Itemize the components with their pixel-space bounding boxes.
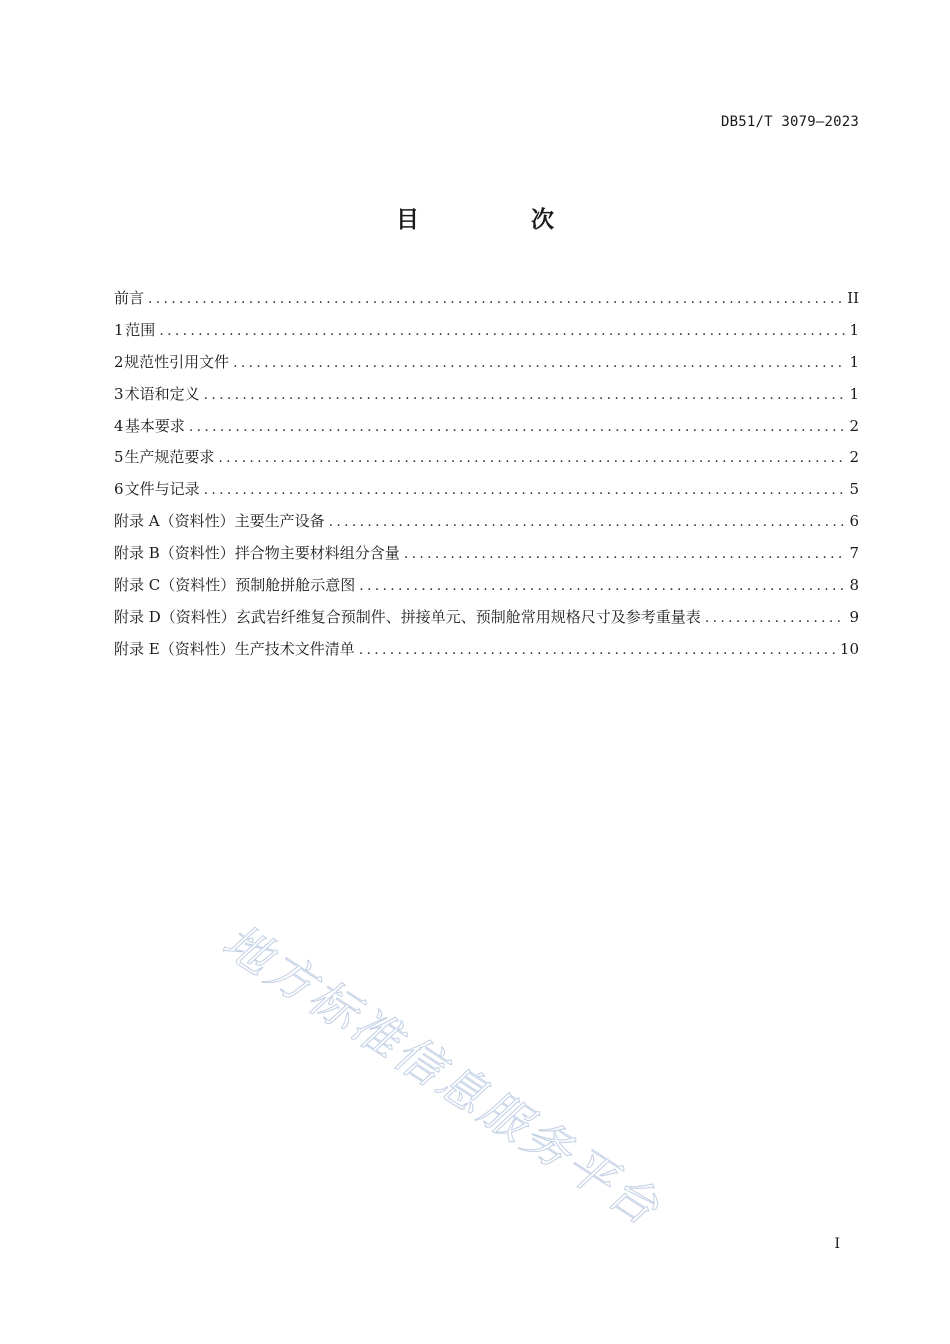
toc-entry-scope[interactable] xyxy=(114,319,859,351)
toc-entry-page: 8 xyxy=(849,576,859,595)
toc-entry-number: 2 xyxy=(114,352,124,371)
toc-entry-number: 1 xyxy=(114,320,124,339)
toc-entry-page: 10 xyxy=(839,639,859,658)
toc-entry-label: 范围 xyxy=(125,320,156,339)
toc-entry-appendix-c[interactable] xyxy=(114,574,859,606)
toc-entry-page: 1 xyxy=(849,384,859,403)
toc-entry-production-requirements[interactable] xyxy=(114,446,859,478)
document-code: DB51/T 3079—2023 xyxy=(720,114,859,130)
toc-entry-label: 文件与记录 xyxy=(124,480,200,499)
toc-leader-dots xyxy=(404,546,846,562)
toc-leader-dots xyxy=(233,355,845,371)
toc-appendix-prefix: 附录 D（资料性） xyxy=(114,607,236,626)
toc-entry-label: 玄武岩纤维复合预制件、拼接单元、预制舱常用规格尺寸及参考重量表 xyxy=(235,607,701,626)
toc-entry-page: 1 xyxy=(849,320,859,339)
toc-entry-label: 基本要求 xyxy=(124,416,185,435)
toc-entry-page: 2 xyxy=(849,416,859,435)
toc-entry-terms-definitions[interactable] xyxy=(114,383,859,415)
toc-leader-dots xyxy=(329,514,846,530)
page-number: I xyxy=(834,1236,840,1252)
toc-entry-page: II xyxy=(847,289,859,307)
toc-leader-dots xyxy=(204,482,846,498)
toc-entry-page: 6 xyxy=(849,512,859,531)
toc-entry-label: 术语和定义 xyxy=(124,384,200,403)
toc-appendix-prefix: 附录 A（资料性） xyxy=(114,512,235,531)
toc-leader-dots xyxy=(159,323,845,339)
toc-entry-number: 5 xyxy=(114,448,124,467)
toc-entry-page: 7 xyxy=(849,544,859,563)
toc-entry-number: 4 xyxy=(114,416,124,435)
toc-entry-appendix-b[interactable] xyxy=(114,542,859,574)
toc-entry-label: 生产规范要求 xyxy=(124,448,215,467)
toc-entry-label: 主要生产设备 xyxy=(234,512,325,531)
toc-appendix-prefix: 附录 B（资料性） xyxy=(114,544,235,563)
table-of-contents xyxy=(114,287,859,670)
toc-entry-basic-requirements[interactable] xyxy=(114,415,859,447)
toc-entry-label: 规范性引用文件 xyxy=(124,352,230,371)
toc-appendix-prefix: 附录 C（资料性） xyxy=(114,576,236,595)
toc-entry-label: 预制舱拼舱示意图 xyxy=(235,576,356,595)
toc-entry-number: 3 xyxy=(114,384,124,403)
toc-entry-documents-records[interactable] xyxy=(114,478,859,510)
watermark: 地方标准信息服务平台 xyxy=(212,913,671,1238)
toc-entry-page: 1 xyxy=(849,352,859,371)
toc-entry-label: 前言 xyxy=(114,289,145,307)
toc-leader-dots xyxy=(148,291,843,307)
toc-entry-number: 6 xyxy=(114,480,124,499)
toc-entry-appendix-d[interactable] xyxy=(114,606,859,638)
toc-entry-label: 生产技术文件清单 xyxy=(234,639,355,658)
toc-entry-label: 拌合物主要材料组分含量 xyxy=(234,544,400,563)
toc-entry-page: 9 xyxy=(849,607,859,626)
toc-entry-appendix-a[interactable] xyxy=(114,510,859,542)
toc-leader-dots xyxy=(359,578,845,594)
toc-entry-page: 2 xyxy=(849,448,859,467)
toc-appendix-prefix: 附录 E（资料性） xyxy=(114,639,235,658)
toc-entry-foreword[interactable] xyxy=(114,287,859,319)
toc-leader-dots xyxy=(705,610,846,626)
toc-leader-dots xyxy=(218,450,845,466)
toc-leader-dots xyxy=(204,387,846,403)
toc-entry-page: 5 xyxy=(849,480,859,499)
toc-entry-normative-references[interactable] xyxy=(114,351,859,383)
page-title: 目 次 xyxy=(395,207,606,233)
toc-leader-dots xyxy=(359,642,836,658)
toc-entry-appendix-e[interactable] xyxy=(114,638,859,670)
toc-leader-dots xyxy=(189,419,846,435)
